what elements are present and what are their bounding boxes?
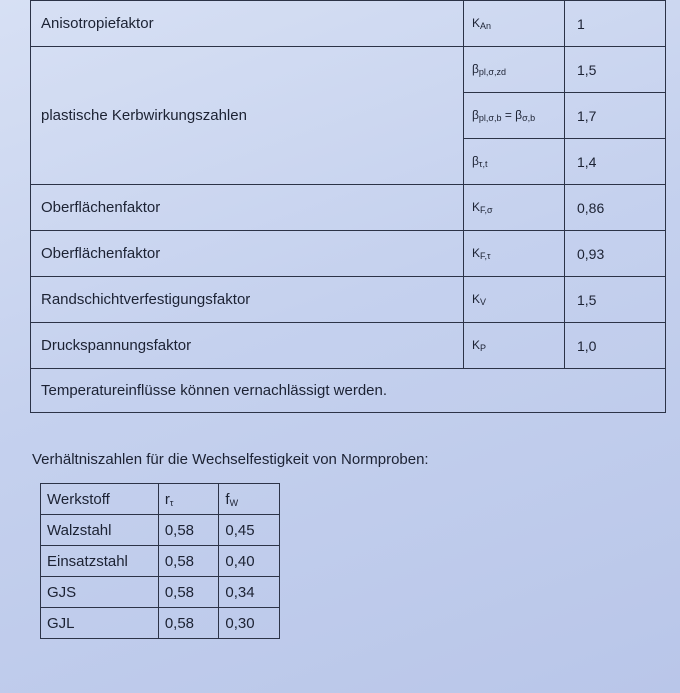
value-cell: 1,5 <box>565 277 666 323</box>
material-cell: Walzstahl <box>41 515 159 546</box>
table-row <box>31 47 666 93</box>
symbol-cell: $K_V$ <box>464 277 565 323</box>
table-row <box>31 1 666 47</box>
table-row <box>41 608 280 639</box>
factor-table <box>30 0 666 413</box>
table-row <box>31 323 666 369</box>
table-header-row <box>41 484 280 515</box>
symbol-cell: $K_{F,\sigma}$ <box>464 185 565 231</box>
table-row <box>41 546 280 577</box>
value-cell: 1,7 <box>565 93 666 139</box>
section-caption: Verhältniszahlen für die Wechselfestigkeit von Normproben: <box>32 451 429 468</box>
table-row <box>41 515 280 546</box>
fw-cell: 0,30 <box>219 608 280 639</box>
fw-cell: 0,34 <box>219 577 280 608</box>
symbol-cell: $K_P$ <box>464 323 565 369</box>
table-row <box>31 277 666 323</box>
table-row <box>41 577 280 608</box>
value-cell: 0,86 <box>565 185 666 231</box>
table-row <box>31 369 666 413</box>
header-fw: $f_W$ <box>219 484 280 515</box>
value-cell: 1,0 <box>565 323 666 369</box>
row-label: Oberflächenfaktor <box>31 231 464 277</box>
symbol-cell: $\beta_{pl,\sigma,zd}$ <box>464 47 565 93</box>
rt-cell: 0,58 <box>158 608 219 639</box>
header-material: Werkstoff <box>41 484 159 515</box>
material-cell: Einsatzstahl <box>41 546 159 577</box>
row-label: Oberflächenfaktor <box>31 185 464 231</box>
table-row <box>31 185 666 231</box>
rt-cell: 0,58 <box>158 577 219 608</box>
fw-cell: 0,40 <box>219 546 280 577</box>
material-cell: GJL <box>41 608 159 639</box>
symbol-cell: $\beta_{\tau,t}$ <box>464 139 565 185</box>
symbol-cell: $K_{F,\tau}$ <box>464 231 565 277</box>
symbol-cell: $\beta_{pl,\sigma,b} = \beta_{\sigma,b}$ <box>464 93 565 139</box>
value-cell: 1 <box>565 1 666 47</box>
value-cell: 1,5 <box>565 47 666 93</box>
header-rt: $r_\tau$ <box>158 484 219 515</box>
rt-cell: 0,58 <box>158 546 219 577</box>
value-cell: 0,93 <box>565 231 666 277</box>
row-label: Randschichtverfestigungsfaktor <box>31 277 464 323</box>
row-label: Druckspannungsfaktor <box>31 323 464 369</box>
row-label: Anisotropiefaktor <box>31 1 464 47</box>
fw-cell: 0,45 <box>219 515 280 546</box>
note-cell: Temperatureinflüsse können vernachlässigt werden. <box>31 369 666 413</box>
table-row <box>31 231 666 277</box>
rt-cell: 0,58 <box>158 515 219 546</box>
material-cell: GJS <box>41 577 159 608</box>
value-cell: 1,4 <box>565 139 666 185</box>
symbol-cell: $K_{An}$ <box>464 1 565 47</box>
row-label: plastische Kerbwirkungszahlen <box>31 47 464 185</box>
ratio-table <box>40 483 280 639</box>
